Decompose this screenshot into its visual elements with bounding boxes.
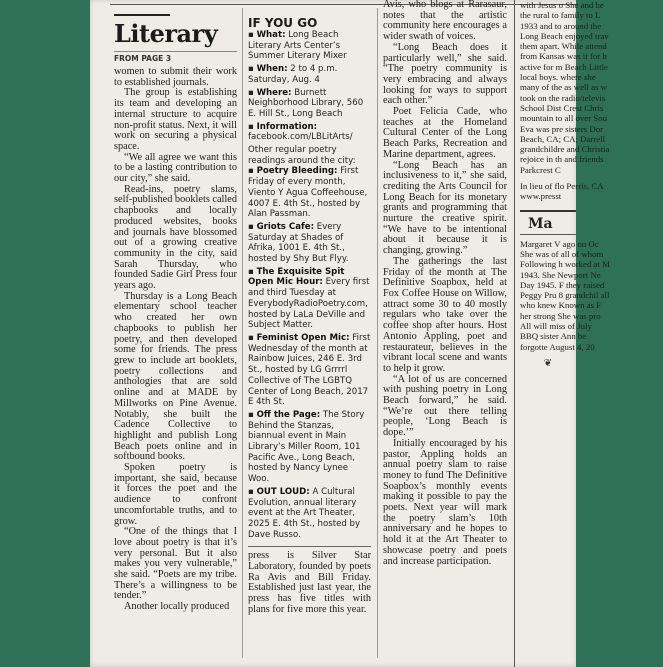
article-column-1 bbox=[114, 14, 237, 613]
readings-list bbox=[248, 166, 371, 540]
article-paragraph: The group is establishing its team and developing an internal structure to acquire non-profit status. Next, it will work on securing a physical space. bbox=[114, 87, 237, 152]
article-paragraph: Read-ins, poetry slams, self-published booklets called chapbooks and locally produced websites, books and journals have blossomed out of a growing creative community in the city, said Sarah Thursday, who founded Sadie Girl Press four years ago. bbox=[114, 183, 237, 292]
reading-item bbox=[248, 222, 371, 265]
item-text: facebook.com/LBLitArts/ bbox=[248, 132, 353, 143]
sidebar-info bbox=[248, 30, 371, 143]
reading-item bbox=[248, 487, 371, 541]
article-paragraph: “Long Beach does it particularly well,” she said. “The poetry community is very embracing and always looking for ways to support each other.” bbox=[383, 41, 507, 107]
article-headline: Literary bbox=[114, 19, 218, 48]
obituary-2-heading: Ma bbox=[528, 215, 553, 232]
obituary-2-rule bbox=[520, 234, 576, 235]
info-item bbox=[248, 30, 371, 62]
item-label: Poetry Bleeding: bbox=[256, 166, 338, 177]
item-label: Where: bbox=[256, 87, 292, 98]
item-label: When: bbox=[256, 64, 288, 75]
sidebar-subhead: Other regular poetry readings around the city: bbox=[248, 145, 356, 166]
info-item bbox=[248, 64, 371, 85]
item-text: A Cultural Evolution, annual literary event at the Art Theater, 2025 E. 4th St., hosted by Dave Russo. bbox=[248, 486, 361, 540]
page-divider bbox=[514, 0, 515, 667]
sidebar-bottom-rule bbox=[248, 546, 371, 547]
bullet-icon: ▪ bbox=[248, 30, 257, 40]
bullet-icon: ▪ bbox=[248, 87, 257, 98]
bullet-icon: ▪ bbox=[248, 221, 257, 232]
column-divider bbox=[242, 8, 243, 658]
article-paragraph: “Long Beach has an inclusiveness to it,” she said, crediting the Arts Council for Long Beach for its monetary grants and programming that nurture the creative spirit. “We have to be intentional about it because it is changing, growing.” bbox=[383, 159, 507, 257]
article-paragraph: “We all agree we want this to be a lasting contribution to our city,” she said. bbox=[114, 151, 237, 185]
ornament-icon: ❦ bbox=[543, 357, 553, 369]
item-label: The Exquisite Spit Open Mic Hour: bbox=[248, 266, 345, 288]
article-paragraph: Avis, who blogs at Rarasaur, notes that the artistic community here encourages a wider swath of voices. bbox=[383, 0, 507, 43]
sidebar-title: IF YOU GO bbox=[248, 16, 318, 30]
item-label: OUT LOUD: bbox=[256, 486, 310, 497]
item-label: What: bbox=[256, 30, 286, 40]
item-text: Every Saturday at Shades of Afrika, 1001 E. 4th St., hosted by Shy But Flyy. bbox=[248, 221, 349, 265]
article-body-col3 bbox=[383, 0, 507, 567]
obituary-1: with Jesus o She and he the rural to family to L 1933 and to around the Long Beach enjoyed trav them apart. While attend from Kansas was it for h active for m Beach Little local boys. where she many of the as well as w took on the radio/televis School Dist Crest Chris mountain to all over Sou Eva was pre sisters Dor Beach, CA; CA; Darrell grandchildre and Christia rejoice in th and friends Parkcrest C bbox=[520, 0, 610, 175]
item-text: First Wednesday of the month at Rainbow Juices, 246 E. 3rd St., hosted by LG Grrrrl Collective of The LGBTQ Center of Long Beach, 2017 E 4th St. bbox=[248, 332, 371, 408]
headline-bar bbox=[114, 14, 170, 16]
reading-item bbox=[248, 267, 371, 331]
obituary-column bbox=[520, 0, 610, 369]
bullet-icon: ▪ bbox=[248, 266, 257, 277]
obituary-2: Margaret V ago on Oc She was of all of whom Following h worked at M 1943. She Newport Ne Day 1945. F they raised Peggy Pru 8 grandchil all who knew Known as F her strong She was pro All will miss of July BBQ sister Ann be forgotte August 4, 20 bbox=[520, 238, 610, 352]
obituary-rule bbox=[520, 210, 576, 212]
article-body-col1 bbox=[114, 67, 237, 613]
bullet-icon: ▪ bbox=[248, 166, 257, 177]
article-paragraph: “A lot of us are concerned with pushing poetry in Long Beach forward,” he said. “We’re out there telling people, ‘Long Beach is dope.’” bbox=[383, 373, 507, 439]
article-paragraph: Initially encouraged by his pastor, Appling holds an annual poetry slam to raise money to fund The Definitive Soapbox’s monthly events making it possible to pay the poets. Next year will mark the poetry slam’s 10th anniversary and he hopes to hold it at the Art Theater to showcase poetry and poets and increase participation. bbox=[383, 437, 507, 567]
article-paragraph: The gatherings the last Friday of the month at The Definitive Soapbox, held at Fox Coffee House on Willow, attract some 30 to 40 mostly regulars who take over the coffee shop after hours. Host Antonio Appling, poet and restaurateur, believes in the vibrant local scene and wants to help it grow. bbox=[383, 255, 507, 374]
reading-item bbox=[248, 166, 371, 220]
reading-item bbox=[248, 333, 371, 408]
from-page-label: FROM PAGE 3 bbox=[114, 51, 237, 63]
reading-item bbox=[248, 410, 371, 485]
article-paragraph: Spoken poetry is important, she said, because it forces the poet and the audience to confront uncomfortable truths, and to grow. bbox=[114, 462, 237, 527]
item-text: The Story Behind the Stanzas, biannual event in Main Library’s Miller Room, 101 Pacific Ave., Long Beach, hosted by Nancy Lynee Woo. bbox=[248, 409, 365, 485]
item-label: Information: bbox=[256, 121, 318, 132]
item-label: Feminist Open Mic: bbox=[256, 332, 350, 343]
item-text: 2 to 4 p.m. Saturday, Aug. 4 bbox=[248, 64, 338, 85]
article-paragraph: Thursday is a Long Beach elementary school teacher who created her own chapbooks to publish her poetry, and then developed some for friends. The press grew to include art booklets, poetry collections and anthologies that are sold online and at MADE by Millworks on Pine Avenue. Notably, she built the Cadence Collective to highlight and publish Long Beach poets online and in softbound books. bbox=[114, 290, 237, 463]
bullet-icon: ▪ bbox=[248, 121, 257, 132]
article-paragraph: Poet Felicia Cade, who teaches at the Homeland Cultural Center of the Long Beach Parks, Recreation and Marine department, agrees. bbox=[383, 106, 507, 160]
bullet-icon: ▪ bbox=[248, 409, 257, 420]
item-text: Every first and third Tuesday at EverybodyRadioPoetry.com, hosted by LaLa DeVille and Subject Matter. bbox=[248, 277, 370, 331]
article-column-3 bbox=[383, 0, 507, 567]
item-label: Griots Cafe: bbox=[256, 221, 315, 232]
newspaper-page bbox=[90, 0, 610, 667]
item-text: Burnett Neighborhood Library, 560 E. Hill St., Long Beach bbox=[248, 87, 364, 119]
obituary-1-end: In lieu of flo Perris, CA www.presst bbox=[520, 181, 604, 202]
column-divider bbox=[377, 8, 378, 658]
item-text: Long Beach Literary Arts Center’s Summer Literary Mixer bbox=[248, 30, 347, 62]
info-item bbox=[248, 88, 371, 120]
item-label: Off the Page: bbox=[256, 409, 321, 420]
bullet-icon: ▪ bbox=[248, 486, 257, 497]
info-item bbox=[248, 122, 371, 143]
if-you-go-sidebar bbox=[248, 16, 371, 616]
article-paragraph: “One of the things that I love about poetry is that it’s very personal. But it also makes you very vulnerable,” she said. “Poets are my tribe. There’s a willingness to be tender.” bbox=[114, 526, 237, 602]
article-paragraph: women to submit their work to established journals. bbox=[114, 66, 237, 88]
bullet-icon: ▪ bbox=[248, 64, 257, 75]
article-paragraph: Another locally produced bbox=[124, 601, 230, 613]
bullet-icon: ▪ bbox=[248, 332, 257, 343]
article-body-col2-tail: press is Silver Star Laboratory, founded by poets Ra Avis and Bill Friday. Established just last year, the press has five titles with plans for five more this year. bbox=[248, 550, 371, 615]
item-text: First Friday of every month, Viento Y Agua Coffeehouse, 4007 E. 4th St., hosted by Alan Passman. bbox=[248, 166, 368, 220]
